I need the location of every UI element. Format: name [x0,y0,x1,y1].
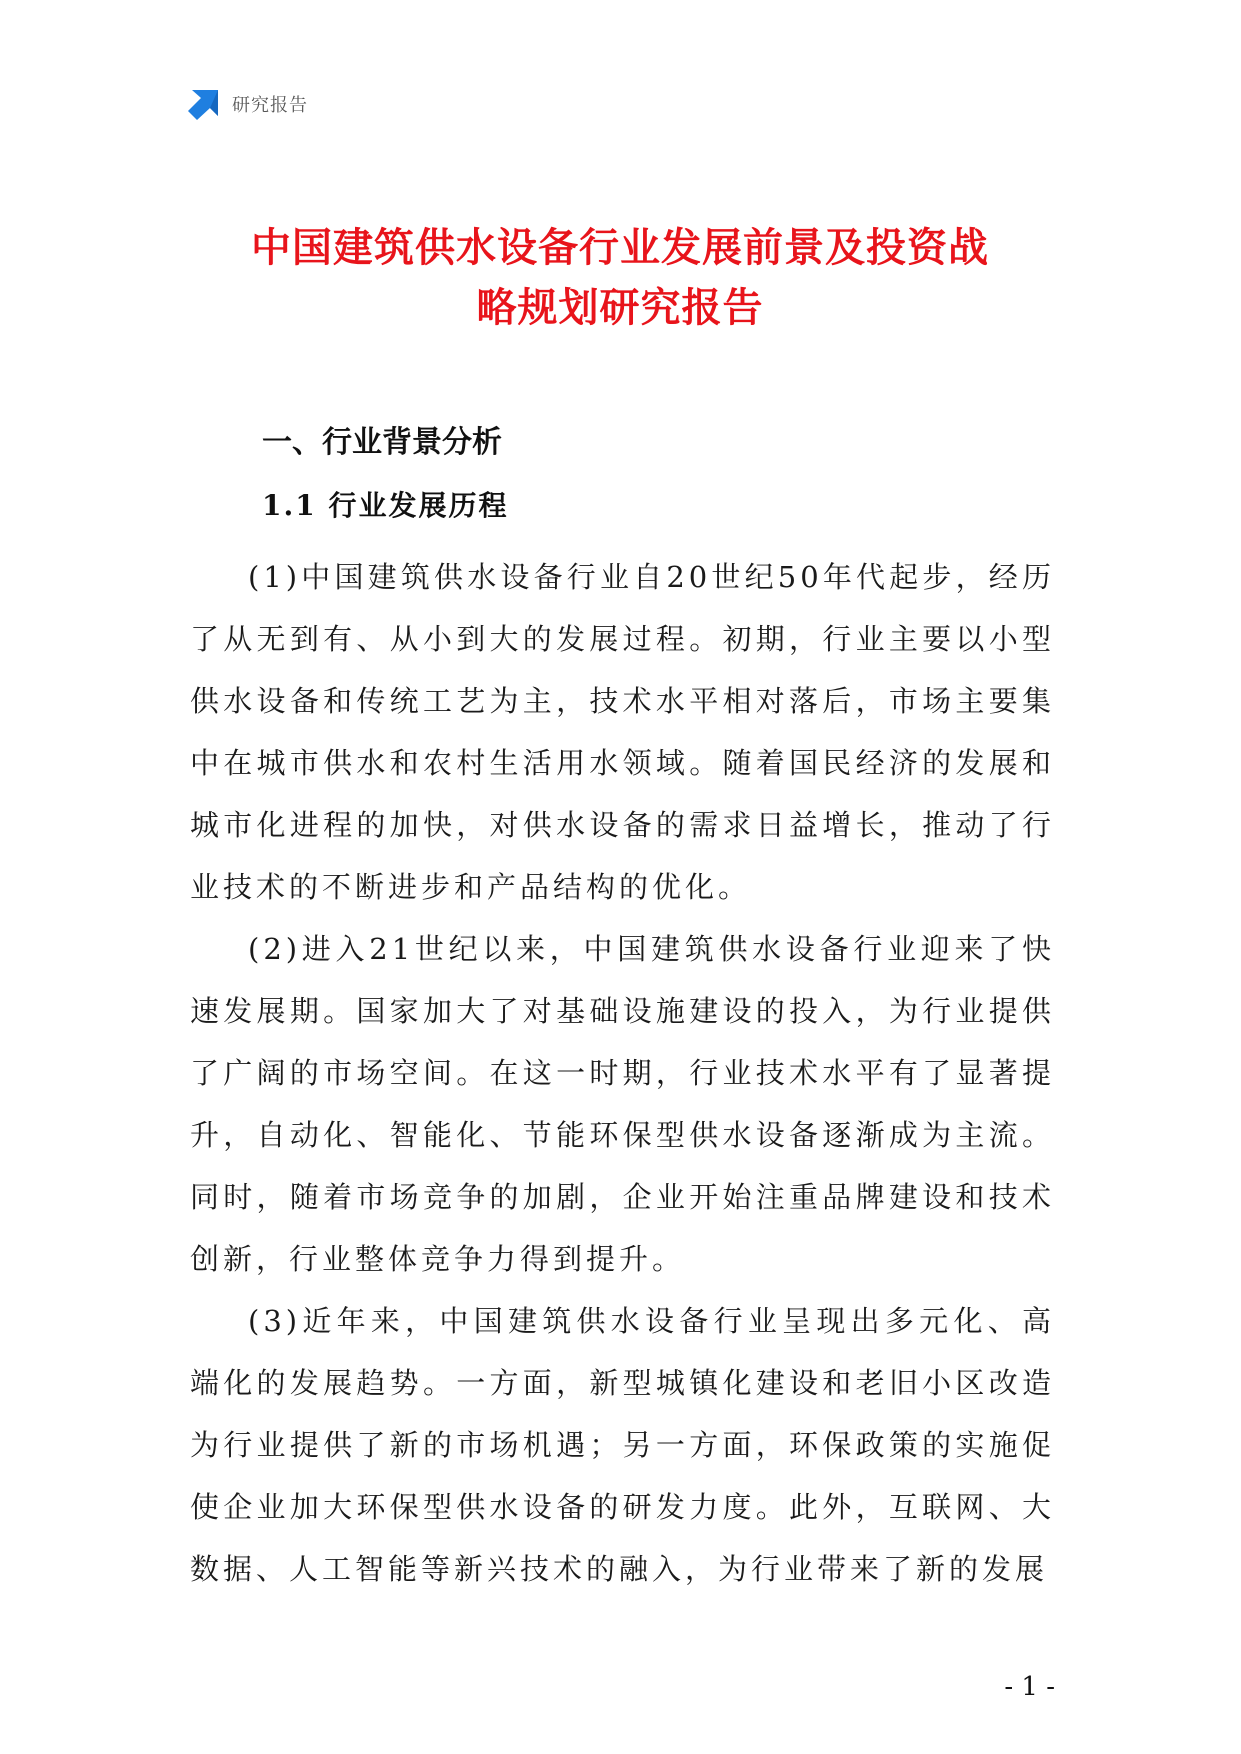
paragraph-2: (2)进入21世纪以来，中国建筑供水设备行业迎来了快速发展期。国家加大了对基础设施建设的投入，为行业提供了广阔的市场空间。在这一时期，行业技术水平有了显著提升，自动化、智能化、节能环保型供水设备逐渐成为主流。同时，随着市场竞争的加剧，企业开始注重品牌建设和技术创新，行业整体竞争力得到提升。 [190,932,1055,1276]
section-heading: 一、行业背景分析 [262,425,502,460]
body-text [190,546,1055,1600]
paragraph-1: (1)中国建筑供水设备行业自20世纪50年代起步，经历了从无到有、从小到大的发展过程。初期，行业主要以小型供水设备和传统工艺为主，技术水平相对落后，市场主要集中在城市供水和农村生活用水领域。随着国民经济的发展和城市化进程的加快，对供水设备的需求日益增长，推动了行业技术的不断进步和产品结构的优化。 [190,560,1055,904]
document-title [150,218,1090,338]
page-number: - 1 - [1004,1672,1055,1702]
page-header [188,88,308,120]
title-line-1: 中国建筑供水设备行业发展前景及投资战 [251,225,989,271]
title-line-2: 略规划研究报告 [476,285,764,331]
arrow-logo-icon [188,88,220,120]
subsection-heading: 1.1 行业发展历程 [262,489,509,522]
paragraph-3: (3)近年来，中国建筑供水设备行业呈现出多元化、高端化的发展趋势。一方面，新型城镇化建设和老旧小区改造为行业提供了新的市场机遇；另一方面，环保政策的实施促使企业加大环保型供水设备的研发力度。此外，互联网、大数据、人工智能等新兴技术的融入，为行业带来了新的发展 [190,1304,1055,1586]
header-label: 研究报告 [232,95,308,116]
